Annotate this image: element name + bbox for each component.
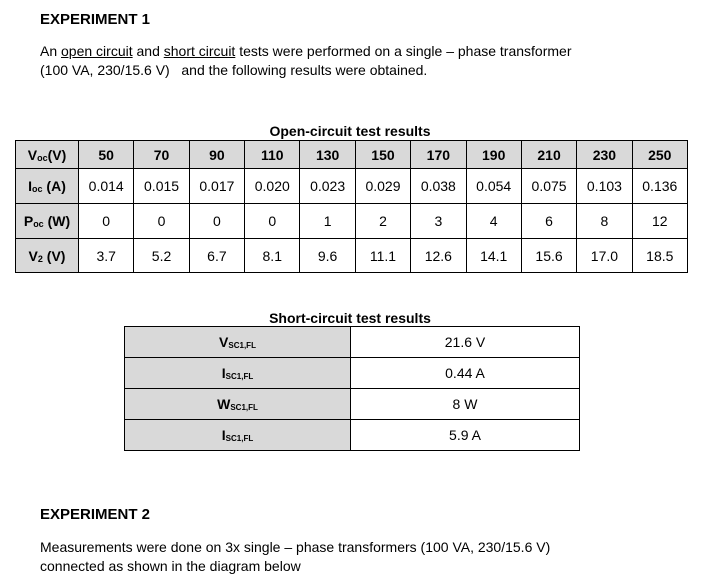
oc-table-row (16, 204, 688, 239)
oc-cell: 0.103 (577, 169, 632, 204)
description-line-1: Measurements were done on 3x single – phase transformers (100 VA, 230/15.6 V) (40, 539, 551, 555)
oc-cell: 6 (521, 204, 576, 239)
sc-table-row (125, 389, 580, 420)
experiment-1-heading: EXPERIMENT 1 (40, 11, 151, 28)
oc-cell: 90 (189, 141, 244, 169)
sc-row-label: $W_{SC1,FL}$ (125, 389, 351, 420)
oc-cell: 0 (189, 204, 244, 239)
open-circuit-term: open circuit (61, 43, 133, 59)
oc-cell: 6.7 (189, 239, 244, 273)
description-line-2: connected as shown in the diagram below (40, 558, 301, 574)
oc-cell: 3 (411, 204, 466, 239)
oc-cell: 12 (632, 204, 687, 239)
oc-cell: 150 (355, 141, 410, 169)
oc-cell: 110 (245, 141, 300, 169)
oc-cell: 15.6 (521, 239, 576, 273)
oc-row-label: $I_{oc}$ (A) (16, 169, 79, 204)
oc-cell: 230 (577, 141, 632, 169)
experiment-1-description (40, 42, 690, 80)
oc-cell: 0.038 (411, 169, 466, 204)
sc-value-cell: 5.9 A (351, 420, 580, 451)
oc-table-row (16, 141, 688, 169)
short-circuit-caption: Short-circuit test results (269, 310, 431, 326)
sc-row-label: $I_{SC1,FL}$ (125, 420, 351, 451)
oc-cell: 18.5 (632, 239, 687, 273)
oc-cell: 0.075 (521, 169, 576, 204)
oc-cell: 210 (521, 141, 576, 169)
oc-cell: 0.054 (466, 169, 521, 204)
oc-cell: 3.7 (79, 239, 134, 273)
sc-value-cell: 21.6 V (351, 327, 580, 358)
oc-cell: 170 (411, 141, 466, 169)
sc-table-row (125, 327, 580, 358)
oc-cell: 0.014 (79, 169, 134, 204)
open-circuit-caption: Open-circuit test results (269, 123, 431, 139)
oc-cell: 0.023 (300, 169, 355, 204)
sc-row-label: $V_{SC1,FL}$ (125, 327, 351, 358)
oc-table-row (16, 169, 688, 204)
oc-cell: 0.017 (189, 169, 244, 204)
oc-cell: 70 (134, 141, 189, 169)
oc-cell: 14.1 (466, 239, 521, 273)
sc-table-row (125, 420, 580, 451)
oc-cell: 0 (79, 204, 134, 239)
sc-table-row (125, 358, 580, 389)
oc-row-label: $V_2$ (V) (16, 239, 79, 273)
oc-cell: 5.2 (134, 239, 189, 273)
description-line-2: (100 VA, 230/15.6 V) and the following results were obtained. (40, 62, 428, 78)
oc-row-label: $P_{oc}$ (W) (16, 204, 79, 239)
oc-cell: 190 (466, 141, 521, 169)
oc-cell: 8.1 (245, 239, 300, 273)
oc-cell: 0 (245, 204, 300, 239)
oc-cell: 0.029 (355, 169, 410, 204)
open-circuit-table (15, 140, 688, 273)
short-circuit-term: short circuit (163, 43, 236, 59)
oc-cell: 50 (79, 141, 134, 169)
sc-value-cell: 0.44 A (351, 358, 580, 389)
description-line-1: An open circuit and short circuit tests were performed on a single – phase transformer (40, 43, 572, 59)
oc-cell: 130 (300, 141, 355, 169)
oc-cell: 1 (300, 204, 355, 239)
experiment-2-heading: EXPERIMENT 2 (40, 506, 151, 523)
sc-row-label: $I_{SC1,FL}$ (125, 358, 351, 389)
oc-cell: 17.0 (577, 239, 632, 273)
oc-row-label: $V_{oc}(V)$ (16, 141, 79, 169)
oc-cell: 11.1 (355, 239, 410, 273)
oc-cell: 2 (355, 204, 410, 239)
oc-cell: 8 (577, 204, 632, 239)
oc-cell: 0.015 (134, 169, 189, 204)
sc-value-cell: 8 W (351, 389, 580, 420)
experiment-2-description (40, 538, 690, 576)
short-circuit-table (124, 326, 580, 451)
oc-cell: 0 (134, 204, 189, 239)
oc-cell: 250 (632, 141, 687, 169)
oc-cell: 0.020 (245, 169, 300, 204)
oc-cell: 12.6 (411, 239, 466, 273)
oc-cell: 4 (466, 204, 521, 239)
oc-table-row (16, 239, 688, 273)
oc-cell: 9.6 (300, 239, 355, 273)
oc-cell: 0.136 (632, 169, 687, 204)
